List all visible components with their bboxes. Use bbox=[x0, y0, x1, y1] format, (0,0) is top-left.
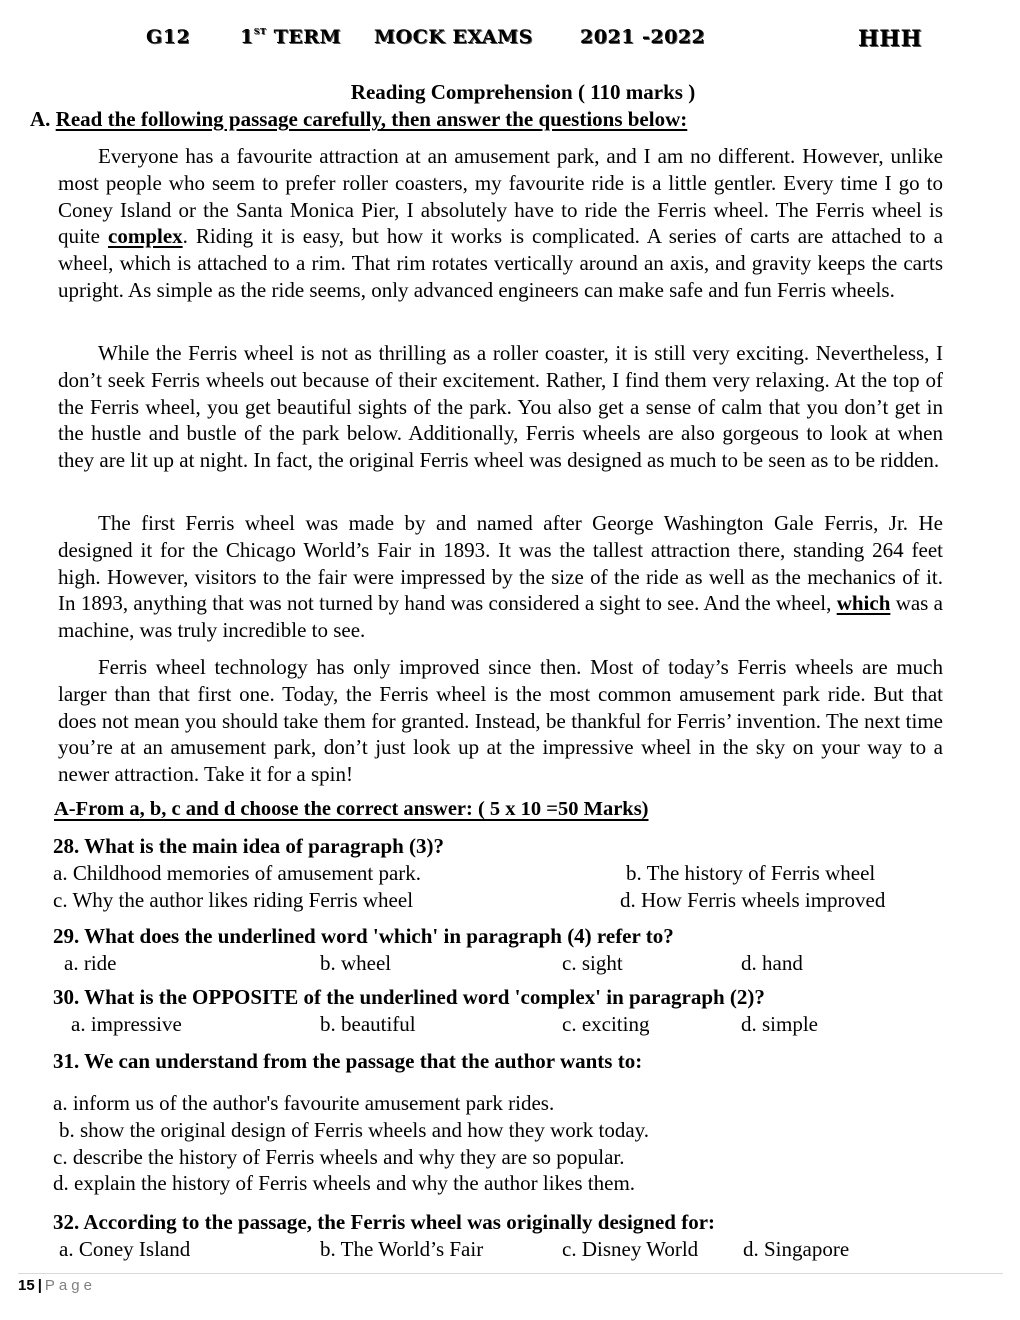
question-31 bbox=[53, 1049, 642, 1074]
section-heading: Reading Comprehension ( 110 marks ) bbox=[350, 80, 696, 104]
page-number: 15 bbox=[18, 1277, 35, 1294]
question-text: 30. What is the OPPOSITE of the underlined word 'complex' in paragraph (2)? bbox=[53, 985, 765, 1009]
question-29 bbox=[53, 924, 674, 949]
option-a[interactable]: a. inform us of the author's favourite amusement park rides. bbox=[53, 1091, 555, 1115]
paragraph-4 bbox=[58, 654, 943, 788]
paragraph-text: While the Ferris wheel is not as thrilling as a roller coaster, it is still very exciting. Nevertheless, I don’t seek Ferris wheels out because of their excitement. Rather, I find them very relaxing. At the top of the Ferris wheel, you get beautiful sights of the park. You also get a sense of calm that you don’t get in the hustle and bustle of the park below. Additionally, Ferris wheels are also gorgeous to look at when they are lit up at night. In fact, the original Ferris wheel was designed as much to be seen as to be ridden. bbox=[58, 341, 943, 473]
instruction bbox=[30, 107, 687, 132]
question-text: 28. What is the main idea of paragraph (3)? bbox=[53, 834, 445, 858]
option-b[interactable]: b. The history of Ferris wheel bbox=[626, 861, 876, 885]
underlined-word-which: which bbox=[836, 591, 891, 616]
option-c[interactable]: c. sight bbox=[562, 951, 623, 975]
paragraph-text: Ferris wheel technology has only improved since then. Most of today’s Ferris wheels are much larger than that first one. Today, the Ferris wheel is the most common amusement park ride. But that does not mean you should take them for granted. Instead, be thankful for Ferris’ invention. The next time you’re at an amusement park, don’t just look up at the impressive wheel in the sky on your way to a newer attraction. Take it for a spin! bbox=[58, 655, 943, 787]
option-b[interactable]: b. The World’s Fair bbox=[320, 1237, 484, 1261]
option-b[interactable]: b. beautiful bbox=[320, 1012, 416, 1036]
option-c[interactable]: c. exciting bbox=[562, 1012, 650, 1036]
paragraph-text: The first Ferris wheel was made by and named after George Washington Gale Ferris, Jr. He designed it for the Chicago World’s Fair in 1893. It was the tallest attraction there, standing 264 feet high. However, visitors to the fair were impressed by the size of the ride as well as the mechanics of it. In 1893, anything that was not turned by hand was considered a sight to see. And the wheel, bbox=[58, 511, 943, 616]
exam-header bbox=[0, 26, 1020, 56]
term-word: TERM bbox=[273, 26, 342, 48]
option-c[interactable]: c. Why the author likes riding Ferris wheel bbox=[53, 888, 414, 912]
questions-instruction: A-From a, b, c and d choose the correct answer: ( 5 x 10 =50 Marks) bbox=[54, 798, 649, 820]
exam-label: MOCK EXAMS bbox=[374, 26, 533, 48]
option-a[interactable]: a. ride bbox=[64, 951, 117, 975]
option-b[interactable]: b. wheel bbox=[320, 951, 392, 975]
option-d[interactable]: d. How Ferris wheels improved bbox=[620, 888, 886, 912]
option-a[interactable]: a. Childhood memories of amusement park. bbox=[53, 861, 422, 885]
paragraph-3 bbox=[58, 510, 943, 644]
term-suffix: ST bbox=[253, 26, 267, 36]
grade-label: G12 bbox=[146, 26, 191, 48]
page-label: Page bbox=[44, 1277, 96, 1294]
page-footer bbox=[18, 1277, 96, 1294]
year-label: 2021 -2022 bbox=[580, 26, 706, 48]
footer-separator: | bbox=[37, 1277, 42, 1294]
question-30 bbox=[53, 985, 765, 1010]
paragraph-text: . Riding it is easy, but how it works is complicated. A series of carts are attached to a wheel, which is attached to a rim. That rim rotates vertically around an axis, and gravity keeps the carts upright. As simple as the ride seems, only advanced engineers can make safe and fun Ferris wheels. bbox=[58, 224, 943, 302]
paragraph-1 bbox=[58, 143, 943, 304]
question-text: 29. What does the underlined word 'which' in paragraph (4) refer to? bbox=[53, 924, 674, 948]
question-32 bbox=[53, 1210, 715, 1235]
option-a[interactable]: a. Coney Island bbox=[59, 1237, 191, 1261]
option-d[interactable]: d. hand bbox=[741, 951, 803, 975]
paragraph-text: was a machine, was truly incredible to see. bbox=[58, 591, 943, 643]
option-d[interactable]: d. explain the history of Ferris wheels and why the author likes them. bbox=[53, 1171, 636, 1195]
term-number: 1 bbox=[240, 26, 254, 48]
term-label bbox=[240, 26, 341, 48]
question-text: 31. We can understand from the passage that the author wants to: bbox=[53, 1049, 643, 1073]
code-label: HHH bbox=[858, 26, 922, 52]
paragraph-2 bbox=[58, 340, 943, 474]
instruction-text: Read the following passage carefully, then answer the questions below: bbox=[55, 107, 688, 131]
option-d[interactable]: d. Singapore bbox=[743, 1237, 850, 1261]
option-b[interactable]: b. show the original design of Ferris wheels and how they work today. bbox=[59, 1118, 650, 1142]
paragraph-text: Everyone has a favourite attraction at an amusement park, and I am no different. However, unlike most people who seem to prefer roller coasters, my favourite ride is a little gentler. Every time I go to Coney Island or the Santa Monica Pier, I absolutely have to ride the Ferris wheel. The Ferris wheel is quite bbox=[58, 144, 943, 249]
footer-divider bbox=[18, 1273, 1003, 1274]
option-c[interactable]: c. describe the history of Ferris wheels and why they are so popular. bbox=[53, 1145, 625, 1169]
instruction-prefix: A. bbox=[30, 107, 51, 131]
question-text: 32. According to the passage, the Ferris wheel was originally designed for: bbox=[53, 1210, 716, 1234]
underlined-word-complex: complex bbox=[108, 224, 183, 249]
option-a[interactable]: a. impressive bbox=[71, 1012, 182, 1036]
question-28 bbox=[53, 834, 444, 859]
option-d[interactable]: d. simple bbox=[741, 1012, 818, 1036]
option-c[interactable]: c. Disney World bbox=[562, 1237, 699, 1261]
